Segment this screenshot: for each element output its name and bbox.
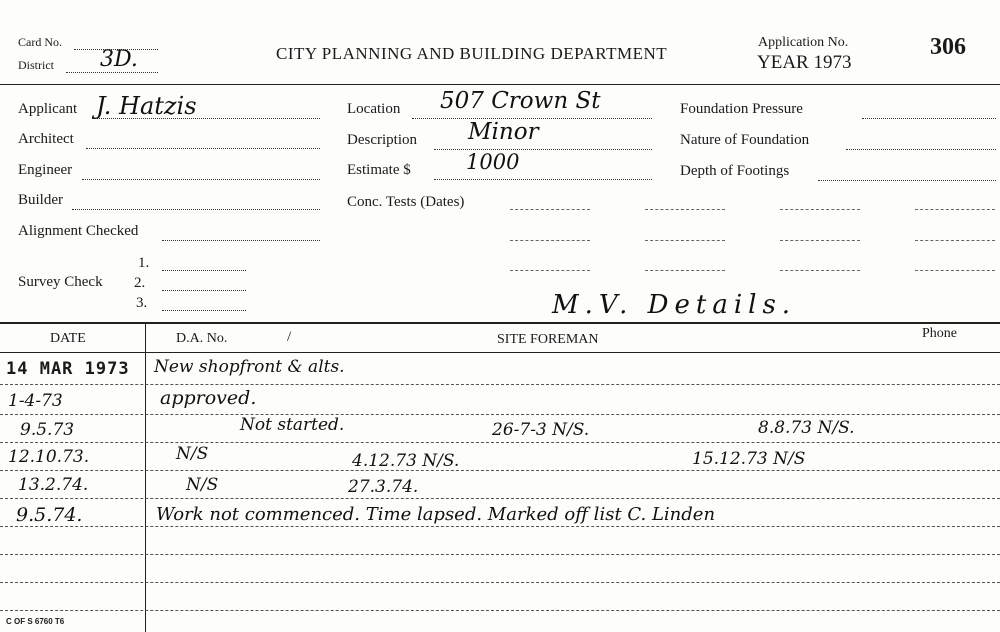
row-rule <box>0 470 1000 471</box>
survey-item-2: 2. <box>134 275 146 291</box>
nature-foundation-line <box>846 149 996 150</box>
architect-label: Architect <box>18 131 74 147</box>
details-note: M.V. Details. <box>552 290 797 320</box>
row-rule <box>0 414 1000 415</box>
district-label: District <box>18 58 54 72</box>
engineer-label: Engineer <box>18 162 73 178</box>
engineer-line <box>82 179 320 180</box>
row-rule <box>0 384 1000 385</box>
log-extra: 27.3.74. <box>348 477 419 497</box>
site-foreman-header: SITE FOREMAN <box>497 332 599 347</box>
row-rule <box>0 582 1000 583</box>
alignment-checked-label: Alignment Checked <box>18 223 139 239</box>
header-divider <box>0 84 1000 85</box>
log-date: 9.5.73 <box>20 420 75 440</box>
log-date: 9.5.74. <box>16 504 83 526</box>
log-date: 1-4-73 <box>8 391 63 411</box>
conc-test-line <box>780 209 860 210</box>
conc-test-line <box>510 270 590 271</box>
application-no-label: Application No. <box>758 35 849 50</box>
department-title: CITY PLANNING AND BUILDING DEPARTMENT <box>276 44 668 63</box>
estimate-line <box>434 179 652 180</box>
applicant-value: J. Hatzis <box>96 92 197 120</box>
row-rule <box>0 554 1000 555</box>
conc-test-line <box>645 209 725 210</box>
foundation-pressure-line <box>862 118 996 119</box>
district-line <box>66 72 158 73</box>
application-number: 306 <box>930 34 966 60</box>
survey-item-3: 3. <box>136 295 148 311</box>
date-header: DATE <box>50 331 86 346</box>
log-extra: 4.12.73 N/S. <box>352 451 460 471</box>
estimate-value: 1000 <box>466 150 520 174</box>
log-extra: 26-7-3 N/S. <box>492 420 590 440</box>
alignment-line <box>162 240 320 241</box>
survey-check-label: Survey Check <box>18 274 103 290</box>
description-value: Minor <box>468 119 539 145</box>
form-code: C OF S 6760 T6 <box>6 617 65 626</box>
da-no-header: D.A. No. <box>176 331 228 346</box>
builder-label: Builder <box>18 192 63 208</box>
conc-test-line <box>645 240 725 241</box>
survey-line-1 <box>162 270 246 271</box>
conc-test-line <box>915 270 995 271</box>
table-top-rule <box>0 322 1000 324</box>
conc-test-line <box>915 209 995 210</box>
log-text: N/S <box>176 444 209 464</box>
district-value: 3D. <box>100 47 138 72</box>
location-value: 507 Crown St <box>440 88 601 114</box>
depth-footings-line <box>818 180 996 181</box>
log-text: approved. <box>160 387 257 409</box>
log-date: 13.2.74. <box>18 475 89 495</box>
row-rule <box>0 526 1000 527</box>
architect-line <box>86 148 320 149</box>
date-column-divider <box>145 322 146 632</box>
survey-line-2 <box>162 290 246 291</box>
applicant-label: Applicant <box>18 101 78 117</box>
description-label: Description <box>347 132 417 148</box>
conc-test-line <box>645 270 725 271</box>
log-text: New shopfront & alts. <box>154 357 345 377</box>
log-text: Work not commenced. Time lapsed. Marked off list C. Linden <box>156 504 716 525</box>
conc-test-line <box>780 270 860 271</box>
card-no-label: Card No. <box>18 35 62 49</box>
row-rule <box>0 610 1000 611</box>
phone-header: Phone <box>922 326 957 341</box>
log-extra: 15.12.73 N/S <box>692 449 806 469</box>
depth-footings-label: Depth of Footings <box>680 163 790 179</box>
conc-test-line <box>780 240 860 241</box>
log-text: Not started. <box>240 415 345 435</box>
table-header-rule <box>0 352 1000 353</box>
builder-line <box>72 209 320 210</box>
log-date: 14 MAR 1973 <box>6 359 130 379</box>
estimate-label: Estimate $ <box>347 162 411 178</box>
conc-test-line <box>510 209 590 210</box>
foundation-pressure-label: Foundation Pressure <box>680 101 803 117</box>
log-extra: 8.8.73 N/S. <box>758 418 855 438</box>
conc-test-line <box>510 240 590 241</box>
nature-foundation-label: Nature of Foundation <box>680 132 810 148</box>
survey-item-1: 1. <box>138 255 150 271</box>
row-rule <box>0 498 1000 499</box>
survey-line-3 <box>162 310 246 311</box>
row-rule <box>0 442 1000 443</box>
year-label: YEAR 1973 <box>757 52 852 73</box>
log-date: 12.10.73. <box>8 447 90 467</box>
conc-tests-label: Conc. Tests (Dates) <box>347 194 465 210</box>
conc-test-line <box>915 240 995 241</box>
da-slash: / <box>287 329 292 345</box>
location-label: Location <box>347 101 401 117</box>
log-text: N/S <box>186 475 219 495</box>
